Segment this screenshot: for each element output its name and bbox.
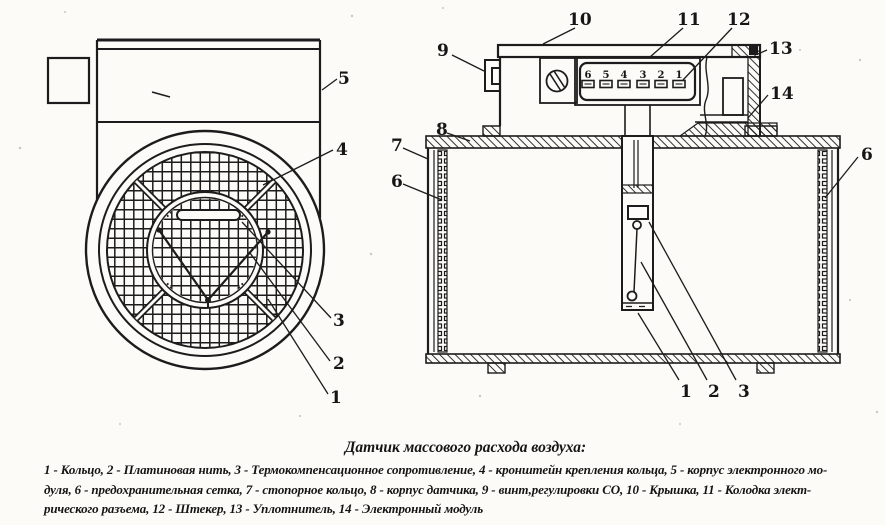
leader-1: [638, 313, 679, 380]
callout-3-label: 3: [333, 311, 345, 331]
leader-9: [452, 55, 484, 71]
callout-3-label: 3: [738, 382, 750, 402]
callout-8-label: 8: [436, 120, 448, 140]
caption-line-3: рического разъема, 12 - Штекер, 13 - Уплотнитель, 14 - Электронный модуль: [44, 501, 483, 516]
probe-stem: [622, 136, 653, 310]
pin-number: 2: [657, 70, 665, 81]
pin-number: 1: [675, 70, 683, 81]
callout-14-label: 14: [770, 84, 794, 104]
callout-6-right-label: 6: [861, 145, 873, 165]
callout-4-label: 4: [336, 140, 348, 160]
callout-5-label: 5: [338, 69, 350, 89]
leader-6-right: [825, 157, 858, 198]
callout-1-label: 1: [680, 382, 692, 402]
pin-number: 3: [639, 70, 647, 81]
thermo-resistor-bar: [177, 210, 240, 220]
mounting-foot: [757, 363, 774, 373]
mesh-disc: [86, 131, 324, 369]
leader-10: [543, 28, 575, 44]
connector-pins: [582, 70, 685, 88]
caption-line-2: дуля, 6 - предохранительная сетка, 7 - стопорное кольцо, 8 - корпус датчика, 9 - винт,регулировки СО, 10 - Крышка, 11 - Колодка элект-: [44, 481, 812, 497]
figure-title: Датчик массового расхода воздуха:: [344, 439, 587, 456]
callout-12-label: 12: [727, 10, 751, 30]
pin-number: 6: [584, 70, 592, 81]
mesh-section-right: [818, 150, 827, 352]
mounting-foot: [488, 363, 505, 373]
figure-caption: [44, 460, 875, 519]
callout-11-label: 11: [677, 10, 701, 30]
inlet-stub: [48, 58, 89, 103]
callout-6-left-label: 6: [391, 172, 403, 192]
callout-7-label: 7: [391, 136, 403, 156]
bottom-flange: [426, 354, 840, 363]
front-view-drawing: [0, 0, 380, 430]
leader-5: [322, 79, 337, 90]
screw-box: [540, 58, 577, 103]
pin-number: 5: [602, 70, 610, 81]
callout-9-label: 9: [437, 41, 449, 61]
callout-2-label: 2: [333, 354, 345, 374]
caption-line-1: 1 - Кольцо, 2 - Платиновая нить, 3 - Термокомпенсационное сопротивление, 4 - кронштейн крепления кольца, 5 - корпус электронного мо-: [44, 462, 828, 477]
callout-2-label: 2: [708, 382, 720, 402]
co-screw-bracket: [485, 60, 500, 91]
surface-tick: [152, 92, 170, 97]
section-view-drawing: [380, 0, 885, 430]
leader-7: [403, 148, 428, 159]
callout-1-label: 1: [330, 388, 342, 408]
seal-strip: [748, 57, 760, 136]
callout-13-label: 13: [769, 39, 793, 59]
cover: [498, 45, 760, 57]
pin-number: 4: [620, 70, 628, 81]
leader-6-left: [403, 184, 442, 200]
electronic-module-housing: [483, 45, 777, 136]
co-adjust-screw: [547, 71, 568, 92]
callout-10-label: 10: [568, 10, 592, 30]
mesh-section-left: [438, 150, 447, 352]
